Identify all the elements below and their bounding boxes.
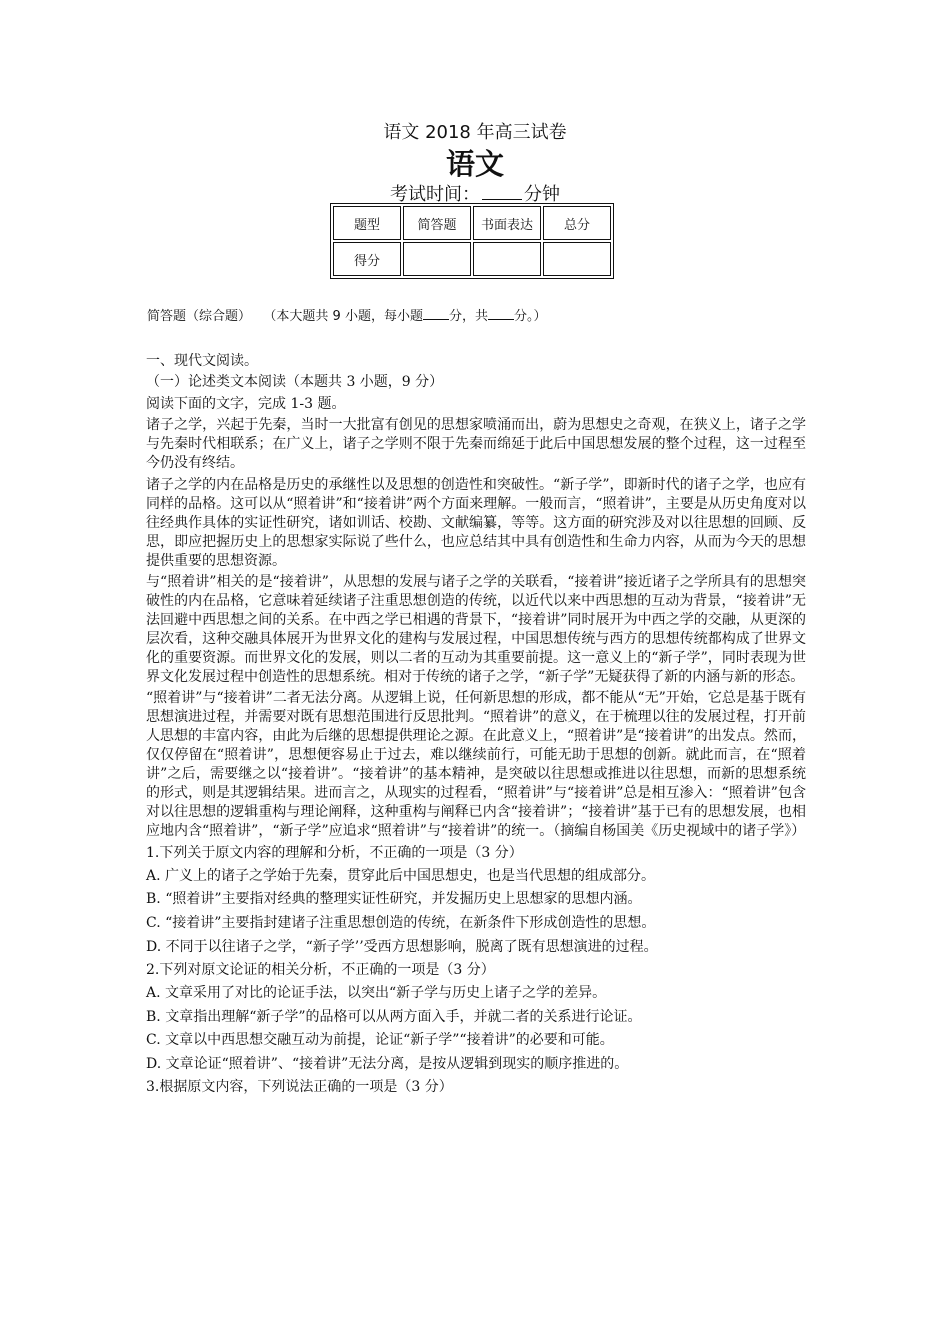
question-1-option-d: D. 不同于以往诸子之学，“新子学’’受西方思想影响，脱离了既有思想演进的过程。 (146, 938, 658, 955)
question-1: 1.下列关于原文内容的理解和分析，不正确的一项是（3 分） (146, 844, 523, 861)
part-heading: 一、现代文阅读。 (146, 353, 258, 369)
question-1-option-b: B. “照着讲”主要指对经典的整理实证性研究，并发掘历史上思想家的思想内涵。 (146, 891, 642, 908)
passage-paragraph: 与“照着讲”相关的是“接着讲”，从思想的发展与诸子之学的关联看，“接着讲”接近诸子之学所具有的思想突破性的内在品格，它意味着延续诸子注重思想创造的传统，以近代以来中西思想的互动为背景，“接着讲”无法回避中西思想之间的关系。在中西之学已相遇的背景下，“接着讲”同时展开为中西之学的交融，从更深的层次看，这种交融具体展开为世界文化的建构与发展过程，中国思想传统与西方的思想传统都构成了世界文化的重要资源。而世界文化的发展，则以二者的互动为其重要前提。这一意义上的“新子学”，同时表现为世界文化发展过程中创造性的思想系统。相对于传统的诸子之学，“新子学”无疑获得了新的内涵与新的形态。 (146, 573, 806, 685)
question-2-option-a: A. 文章采用了对比的论证手法，以突出“新子学与历史上诸子之学的差异。 (146, 985, 607, 1002)
exam-time-blank (482, 183, 522, 200)
score-table (330, 203, 614, 279)
section-heading (147, 305, 547, 324)
score-header-writing: 书面表达 (473, 206, 541, 240)
score-row-label: 得分 (333, 242, 401, 276)
score-table-header-row (333, 206, 611, 240)
section-label: 简答题（综合题） (147, 309, 252, 324)
question-2-option-b: B. 文章指出理解“新子学”的品格可以从两方面入手，并就二者的关系进行论证。 (146, 1008, 642, 1025)
part-subheading: （一）论述类文本阅读（本题共 3 小题，9 分） (146, 374, 444, 391)
question-2-option-c: C. 文章以中西思想交融互动为前提，论证“新子学”“接着讲”的必要和可能。 (146, 1032, 614, 1049)
score-header-total: 总分 (543, 206, 611, 240)
score-cell-short[interactable] (403, 242, 471, 276)
subject-title: 语文 (445, 147, 504, 181)
question-2-option-d: D. 文章论证“照着讲”、“接着讲”无法分离，是按从逻辑到现实的顺序推进的。 (146, 1055, 629, 1072)
score-header-short: 简答题 (403, 206, 471, 240)
question-2: 2.下列对原文论证的相关分析，不正确的一项是（3 分） (146, 962, 495, 979)
points-total-blank (488, 308, 514, 320)
exam-time-label: 考试时间： (390, 184, 480, 205)
question-1-option-a: A. 广义上的诸子之学始于先秦，贯穿此后中国思想史，也是当代思想的组成部分。 (146, 867, 656, 884)
exam-heading: 语文 2018 年高三试卷 (383, 122, 567, 143)
section-desc-a: （本大题共 9 小题，每小题 (263, 309, 423, 324)
section-desc-c: 分。） (513, 309, 547, 324)
score-cell-writing[interactable] (473, 242, 541, 276)
points-each-blank (423, 308, 449, 320)
question-3: 3.根据原文内容，下列说法正确的一项是（3 分） (146, 1079, 453, 1096)
passage-paragraph: 诸子之学的内在品格是历史的承继性以及思想的创造性和突破性。“新子学”，即新时代的诸子之学，也应有同样的品格。这可以从“照着讲”和“接着讲”两个方面来理解。一般而言，“照着讲”，主要是从历史角度对以往经典作具体的实证性研究，诸如训话、校勘、文献编纂，等等。这方面的研究涉及对以往思想的回顾、反思，即应把握历史上的思想家实际说了些什么，也应总结其中具有创造性和生命力内容，从而为今天的思想提供重要的思想资源。 (146, 476, 806, 569)
score-table-score-row (333, 242, 611, 276)
passage-paragraph: “照着讲”与“接着讲”二者无法分离。从逻辑上说，任何新思想的形成，都不能从“无”开始，它总是基于既有思想演进过程，并需要对既有思想范围进行反思批判。“照着讲”的意义，在于梳理以往的发展过程，打开前人思想的丰富内容，由此为后继的思想提供理论之源。在此意义上，“照着讲”是“接着讲”的出发点。然而，仅仅停留在“照着讲”，思想便容易止于过去，难以继续前行，可能无助于思想的创新。就此而言，在“照着讲”之后，需要继之以“接着讲”。“接着讲”的基本精神，是突破以往思想或推进以往思想，而新的思想系统的形式，则是其逻辑结果。进而言之，从现实的过程看，“照着讲”与“接着讲”总是相互渗入：“照着讲”包含对以往思想的逻辑重构与理论阐释，这种重构与阐释已内含“接着讲”；“接着讲”基于已有的思想发展，也相应地内含“照着讲”，“新子学”应追求“照着讲”与“接着讲”的统一。（摘编自杨国美《历史视域中的诸子学》） (146, 690, 806, 840)
score-cell-total[interactable] (543, 242, 611, 276)
reading-content (146, 352, 806, 1101)
passage-paragraph: 诸子之学，兴起于先秦，当时一大批富有创见的思想家喷涌而出，蔚为思想史之奇观，在狭义上，诸子之学与先秦时代相联系；在广义上，诸子之学则不限于先秦而绵延于此后中国思想发展的整个过程，这一过程至今仍没有终结。 (146, 417, 806, 472)
question-1-option-c: C. “接着讲”主要指封建诸子注重思想创造的传统，在新条件下形成创造性的思想。 (146, 914, 656, 931)
reading-instruction: 阅读下面的文字，完成 1-3 题。 (146, 395, 346, 412)
section-desc-b: 分，共 (448, 309, 488, 324)
score-header-type: 题型 (333, 206, 401, 240)
exam-time-unit: 分钟 (524, 184, 560, 205)
